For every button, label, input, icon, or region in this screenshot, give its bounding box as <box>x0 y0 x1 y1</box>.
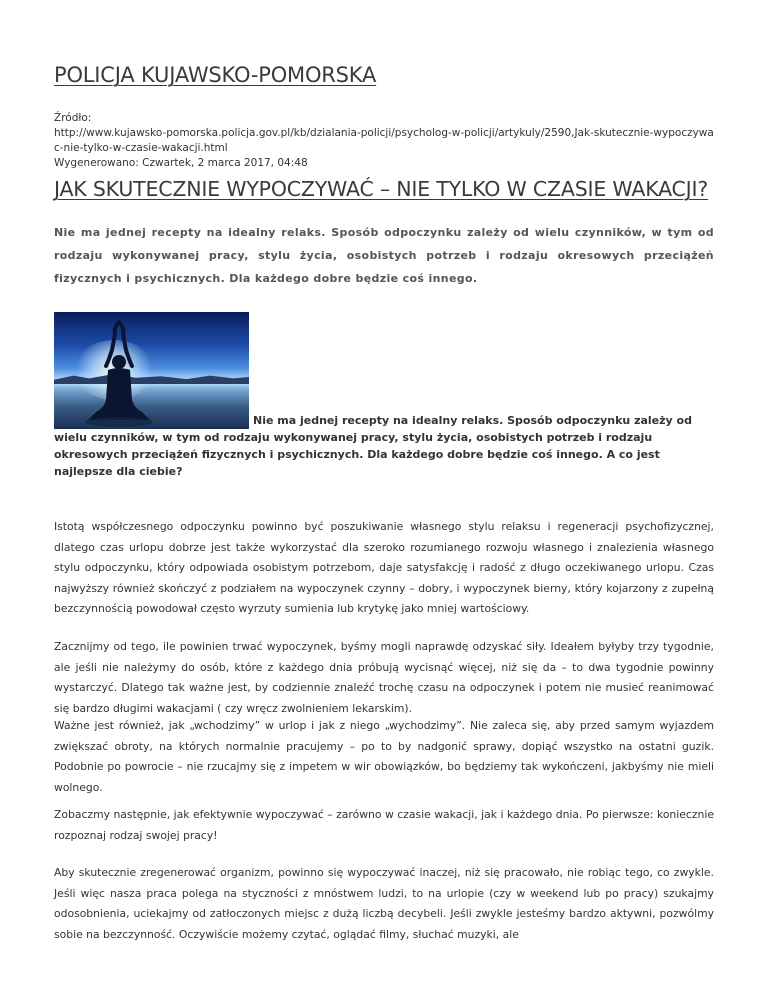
article-paragraph: Ważne jest również, jak „wchodzimy” w urlop i jak z niego „wychodzimy”. Nie zaleca się, aby przed samym wyjazdem zwiększać obroty, na których normalnie pracujemy – po to by nadgonić sprawy, dopiąć wszystko na ostatni guzik. Podobnie po powrocie – nie rzucajmy się z impetem w wir obowiązków, bo będziemy tak wykończeni, jakbyśmy nie mieli wolnego. <box>54 719 714 794</box>
article-paragraph: Istotą współczesnego odpoczynku powinno być poszukiwanie własnego stylu relaksu i regeneracji psychofizycznej, dlatego czas urlopu dobrze jest także wykorzystać dla szeroko rozumianego rozwoju własnego i znalezienia własnego stylu odpoczynku, który odpowiada osobistym potrzebom, daje satysfakcję i radość z długo oczekiwanego urlopu. Czas najwyższy również skończyć z podziałem na wypoczynek czynny – dobry, i wypoczynek bierny, który kojarzony z zupełną bezczynnością powodował często wyrzuty sumienia lub krytykę jako mniej wartościowy. <box>54 520 714 615</box>
site-title[interactable]: POLICJA KUJAWSKO-POMORSKA <box>54 63 377 87</box>
meditation-photo-icon <box>54 312 249 429</box>
document-meta <box>54 111 714 171</box>
article-title[interactable]: JAK SKUTECZNIE WYPOCZYWAĆ – NIE TYLKO W CZASIE WAKACJI? <box>54 177 709 201</box>
article-lead: Nie ma jednej recepty na idealny relaks. Sposób odpoczynku zależy od wielu czynników, w tym od rodzaju wykonywanej pracy, stylu życia, osobistych potrzeb i rodzaju okresowych przeciążeń fizycznych i psychicznych. Dla każdego dobre będzie coś innego. <box>54 226 714 285</box>
generated-timestamp: Wygenerowano: Czwartek, 2 marca 2017, 04:48 <box>54 157 308 169</box>
article-intro <box>54 312 714 480</box>
intro-text: Nie ma jednej recepty na idealny relaks. Sposób odpoczynku zależy od wielu czynników, w tym od rodzaju wykonywanej pracy, stylu życia, osobistych potrzeb i rodzaju okresowych przeciążeń fizycznych i psychicznych. Dla każdego dobre będzie coś innego. A co jest najlepsze dla ciebie? <box>54 414 692 478</box>
source-url[interactable]: http://www.kujawsko-pomorska.policja.gov.pl/kb/dzialania-policji/psycholog-w-policji/artykuly/2590,Jak-skutecznie-wypoczywac-nie-tylko-w-czasie-wakacji.html <box>54 127 714 154</box>
article-paragraph: Zobaczmy następnie, jak efektywnie wypoczywać – zarówno w czasie wakacji, jak i każdego dnia. Po pierwsze: koniecznie rozpoznaj rodzaj swojej pracy! <box>54 808 714 842</box>
article-paragraph: Aby skutecznie zregenerować organizm, powinno się wypoczywać inaczej, niż się pracowało, nie robiąc tego, co zwykle. Jeśli więc nasza praca polega na styczności z mnóstwem ludzi, to na urlopie (czy w weekend lub po pracy) szukajmy odosobnienia, uciekajmy od zatłoczonych miejsc z dużą liczbą decybeli. Jeśli zwykle jesteśmy bardzo aktywni, pozwólmy sobie na bezczynność. Oczywiście możemy czytać, oglądać filmy, słuchać muzyki, ale <box>54 866 714 941</box>
meditating-person-icon <box>84 320 154 429</box>
source-label: Źródło: <box>54 112 92 124</box>
article-paragraph: Zacznijmy od tego, ile powinien trwać wypoczynek, byśmy mogli naprawdę odzyskać siły. Ideałem byłyby trzy tygodnie, ale jeśli nie należymy do osób, które z każdego dnia próbują wycisnąć więcej, niż się da – to dwa tygodnie powinny wystarczyć. Dlatego tak ważne jest, by codziennie znaleźć trochę czasu na odpoczynek i potem nie musieć reanimować się bardzo długimi wakacjami ( czy wręcz zwolnieniem lekarskim). <box>54 640 714 715</box>
